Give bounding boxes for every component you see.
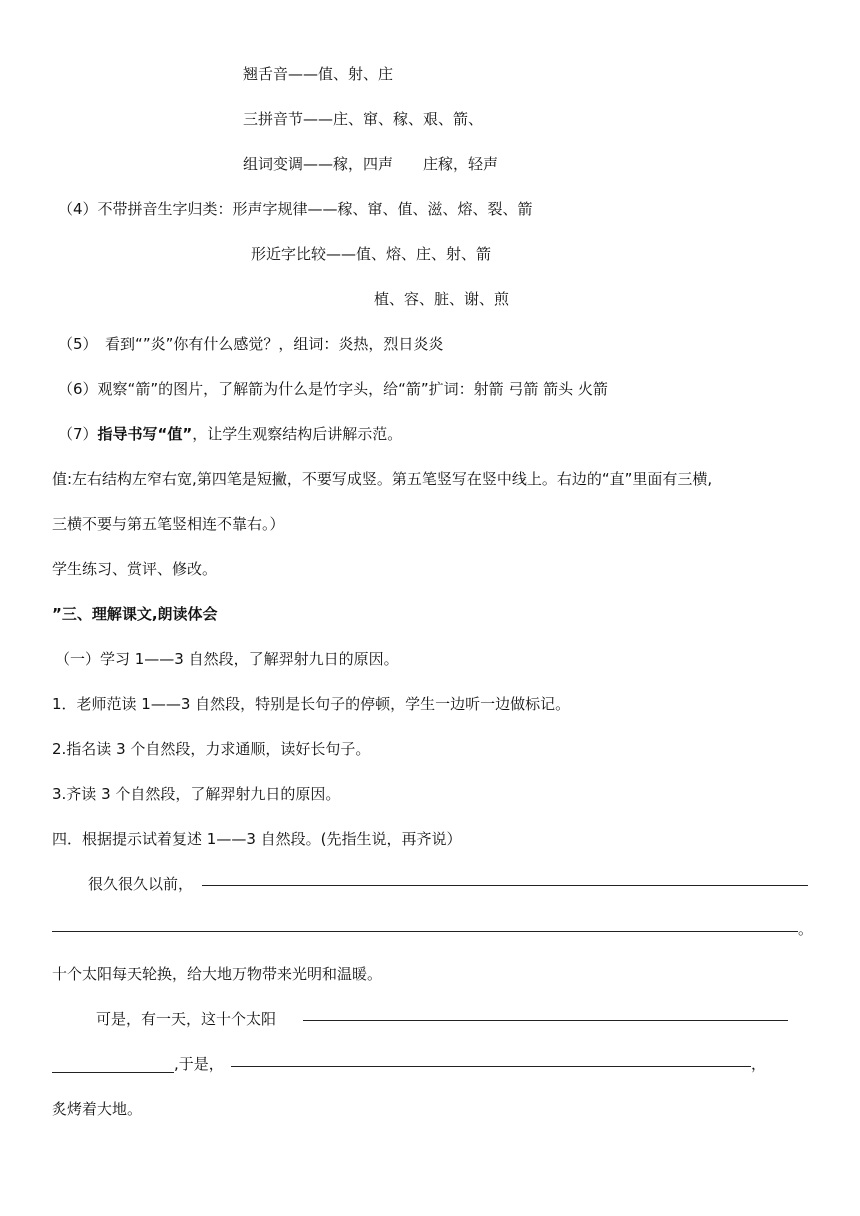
section-heading: 四．根据提示试着复述 1——3 自然段。(先指生说，再齐说） xyxy=(52,830,462,848)
text-line: （4）不带拼音生字归类：形声字规律——稼、窜、值、滋、熔、裂、箭 xyxy=(58,200,533,218)
text-line: 1．老师范读 1——3 自然段，特别是长句子的停顿，学生一边听一边做标记。 xyxy=(52,695,571,713)
text-line: 植、容、脏、谢、煎 xyxy=(374,290,510,308)
text-line: （6）观察“箭”的图片，了解箭为什么是竹字头，给“箭”扩词：射箭 弓箭 箭头 火箭 xyxy=(58,380,608,398)
text-line: 炙烤着大地。 xyxy=(52,1100,143,1118)
fill-blank-line xyxy=(231,1066,751,1067)
text-line: 很久很久以前， xyxy=(88,875,194,893)
fill-blank-line xyxy=(52,931,798,932)
text-line: 3.齐读 3 个自然段，了解羿射九日的原因。 xyxy=(52,785,341,803)
section-heading: ”三、理解课文,朗读体会 xyxy=(52,605,218,623)
text-line: ,于是， xyxy=(174,1055,224,1073)
text-line: 十个太阳每天轮换，给大地万物带来光明和温暖。 xyxy=(52,965,383,983)
text-line: （一）学习 1——3 自然段，了解羿射九日的原因。 xyxy=(55,650,399,668)
text-line: 形近字比较——值、熔、庄、射、箭 xyxy=(251,245,492,263)
text-line: 值:左右结构左窄右宽,第四笔是短撇，不要写成竖。第五笔竖写在竖中线上。右边的“直”里面有三横, xyxy=(52,470,713,488)
text-line: 。 xyxy=(798,920,814,938)
text-line: 组词变调——稼，四声 庄稼，轻声 xyxy=(243,155,499,173)
fill-blank-line xyxy=(52,1072,174,1073)
text-line: 学生练习、赏评、修改。 xyxy=(52,560,218,578)
fill-blank-line xyxy=(202,885,808,886)
text-line xyxy=(58,427,402,442)
text-line: 翘舌音——值、射、庄 xyxy=(243,65,394,83)
text-line: ， xyxy=(751,1055,767,1073)
text-line: 三拼音节——庄、窜、稼、艰、箭、 xyxy=(243,110,484,128)
text-span: ，让学生观察结构后讲解示范。 xyxy=(192,425,403,443)
fill-blank-line xyxy=(303,1020,788,1021)
text-line: 三横不要与第五笔竖相连不靠右。） xyxy=(52,515,285,533)
text-line: 2.指名读 3 个自然段，力求通顺，读好长句子。 xyxy=(52,740,371,758)
text-line: （5） 看到“”炎”你有什么感觉？，组词：炎热，烈日炎炎 xyxy=(58,335,444,353)
bold-heading: 指导书写“值” xyxy=(97,425,193,443)
item-number: （7） xyxy=(58,425,98,443)
text-line: 可是，有一天，这十个太阳 xyxy=(96,1010,277,1028)
